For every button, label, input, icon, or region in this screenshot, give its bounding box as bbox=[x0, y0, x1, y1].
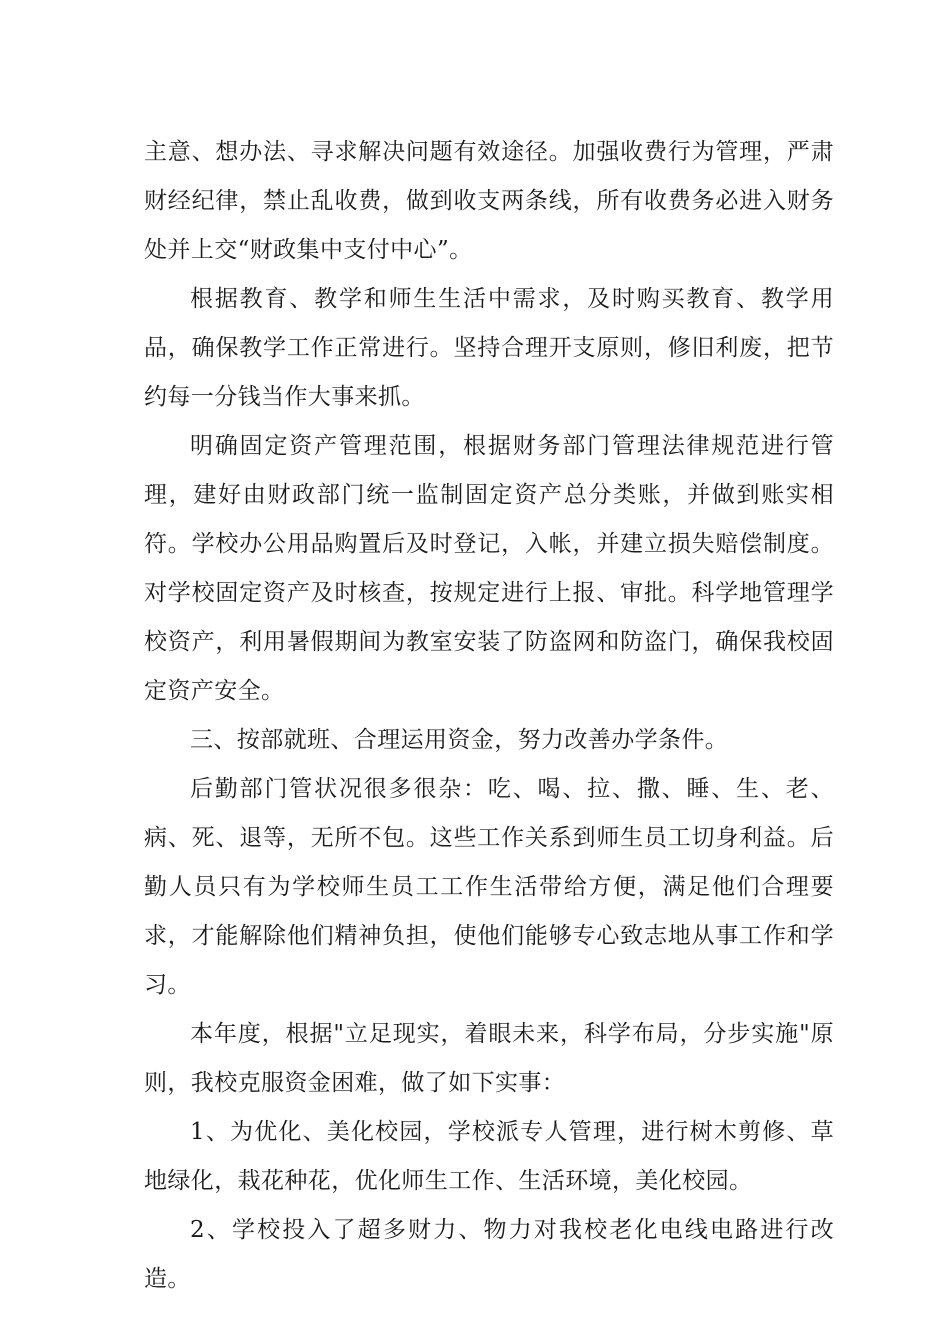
paragraph-fixed-assets: 明确固定资产管理范围，根据财务部门管理法律规范进行管理，建好由财政部门统一监制固定资产总分类账，并做到账实相符。学校办公用品购置后及时登记，入帐，并建立损失赔偿制度。对学校固定资产及时核查，按规定进行上报、审批。科学地管理学校资产，利用暑假期间为教室安装了防盗网和防盗门，确保我校固定资产安全。 bbox=[144, 433, 834, 704]
paragraph-purchasing: 根据教育、教学和师生生活中需求，及时购买教育、教学用品，确保教学工作正常进行。坚持合理开支原则，修旧利废，把节约每一分钱当作大事来抓。 bbox=[144, 286, 834, 410]
list-item-2: 2、学校投入了超多财力、物力对我校老化电线电路进行改造。 bbox=[144, 1217, 834, 1292]
body-text bbox=[144, 128, 834, 1304]
paragraph-continuation: 主意、想办法、寻求解决问题有效途径。加强收费行为管理，严肃财经纪律，禁止乱收费，做到收支两条线，所有收费务必进入财务处并上交“财政集中支付中心”。 bbox=[144, 139, 834, 263]
paragraph-annual-principle: 本年度，根据"立足现实，着眼未来，科学布局，分步实施"原则，我校克服资金困难，做了如下实事： bbox=[144, 1021, 834, 1096]
paragraph-logistics: 后勤部门管状况很多很杂：吃、喝、拉、撒、睡、生、老、病、死、退等，无所不包。这些工作关系到师生员工切身利益。后勤人员只有为学校师生员工工作生活带给方便，满足他们合理要求，才能解除他们精神负担，使他们能够专心致志地从事工作和学习。 bbox=[144, 776, 834, 998]
list-item-1: 1、为优化、美化校园，学校派专人管理，进行树木剪修、草地绿化，栽花种花，优化师生工作、生活环境，美化校园。 bbox=[144, 1119, 834, 1194]
section-heading-3: 三、按部就班、合理运用资金，努力改善办学条件。 bbox=[190, 727, 729, 753]
